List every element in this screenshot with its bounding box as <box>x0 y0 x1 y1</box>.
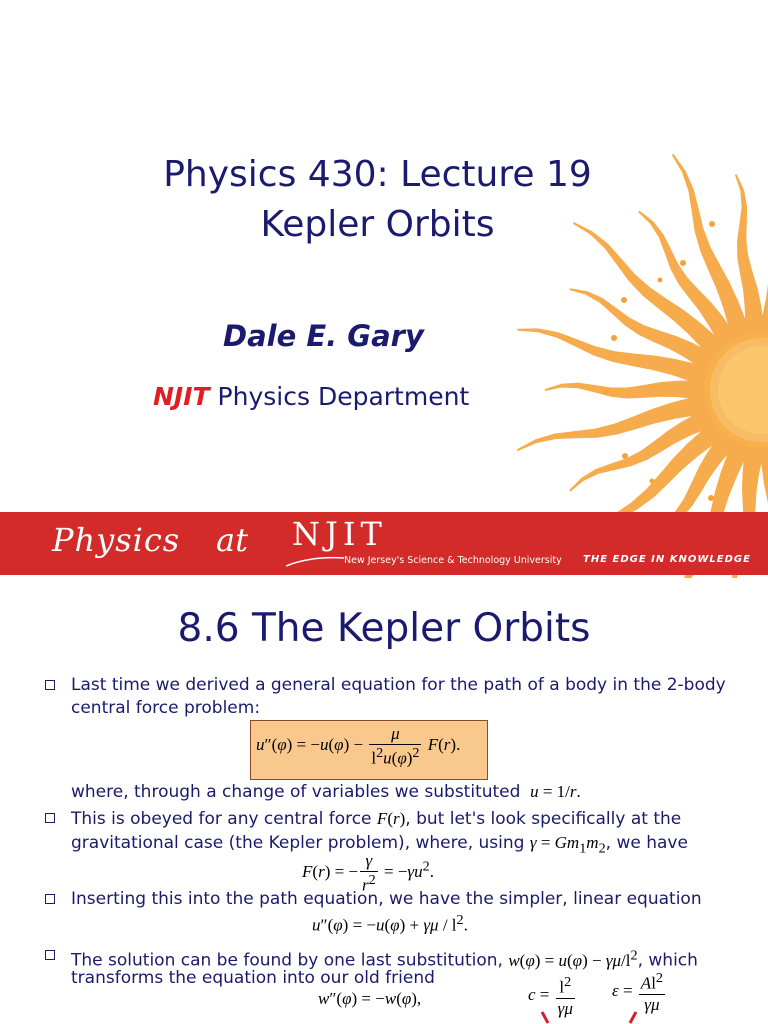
bullet-2-text-a: This is obeyed for any central force <box>71 809 372 829</box>
red-annotation-marks-icon <box>540 1010 660 1024</box>
bullet-marker-icon <box>45 813 55 823</box>
bullet-marker-icon <box>45 894 55 904</box>
bullet-1-line-1: Last time we derived a general equation for the path of a body in the 2-body <box>71 675 726 695</box>
u-substitution: u = 1/r. <box>530 782 581 801</box>
bullet-2-text-d: , we have <box>605 833 688 853</box>
bullet-1-cont-text: where, through a change of variables we substituted <box>71 782 521 802</box>
slide-title: 8.6 The Kepler Orbits <box>177 606 591 651</box>
gravity-force-equation: F(r) = − $\frac{\gamma}{r^2}$ = $-\gamma u^2$. <box>302 851 434 895</box>
physics-at-njit-banner <box>0 512 768 575</box>
w-substitution: $w(\varphi) = u(\varphi) - \gamma\mu/l^2$ <box>508 947 638 970</box>
linear-path-equation: $u''(\varphi) = -u(\varphi) + \gamma\mu / l^2$. <box>312 912 468 935</box>
content-slide <box>0 578 768 1024</box>
banner-at: at <box>216 521 248 559</box>
edge-tagline: THE EDGE IN KNOWLEDGE <box>583 554 751 565</box>
bullet-2-line-1 <box>71 807 681 831</box>
title-line-1: Physics 430: Lecture 19 <box>163 154 592 195</box>
department-label: Physics Department <box>209 382 470 411</box>
bullet-4-text-a: The solution can be found by one last substitution, <box>71 950 503 971</box>
bullet-1-continuation <box>71 780 581 804</box>
banner-physics: Physics <box>52 521 181 559</box>
bullet-3-line-1: Inserting this into the path equation, we have the simpler, linear equation <box>71 889 702 909</box>
harmonic-equation: w″(φ) = −w(φ), <box>318 989 422 1008</box>
department <box>153 382 469 411</box>
bullet-marker-icon <box>45 680 55 690</box>
bullet-2-text-b: , but let's look specifically at the <box>405 809 682 829</box>
bullet-2-text-c: gravitational case (the Kepler problem), where, using <box>71 833 525 853</box>
logo-swoosh-icon <box>286 554 346 568</box>
title-line-2: Kepler Orbits <box>260 204 495 245</box>
njit-label: NJIT <box>153 382 210 411</box>
sun-ray-icon <box>545 380 710 400</box>
gamma-definition: $\gamma = Gm_1m_2$ <box>529 833 606 857</box>
bullet-4-line-2: transforms the equation into our old friend <box>71 968 435 988</box>
c-definition: c = $\frac{l^2}{\gamma\mu}$ <box>528 974 573 1018</box>
path-equation: u″(φ) = −u(φ) − $\frac{\mu}{l^2u(\varphi)^2}$ F(r). <box>256 724 461 768</box>
epsilon-definition: ε = $\frac{Al^2}{\gamma\mu}$ <box>612 970 663 1014</box>
bullet-marker-icon <box>45 950 55 960</box>
bullet-1-line-2: central force problem: <box>71 698 261 718</box>
bullet-4-text-b: , which <box>637 950 698 971</box>
university-tagline: New Jersey's Science & Technology University <box>344 555 562 566</box>
author-name: Dale E. Gary <box>223 319 424 353</box>
njit-logo: NJIT <box>292 515 387 553</box>
f-of-r: F(r) <box>376 809 406 828</box>
lecture-title <box>0 150 755 250</box>
